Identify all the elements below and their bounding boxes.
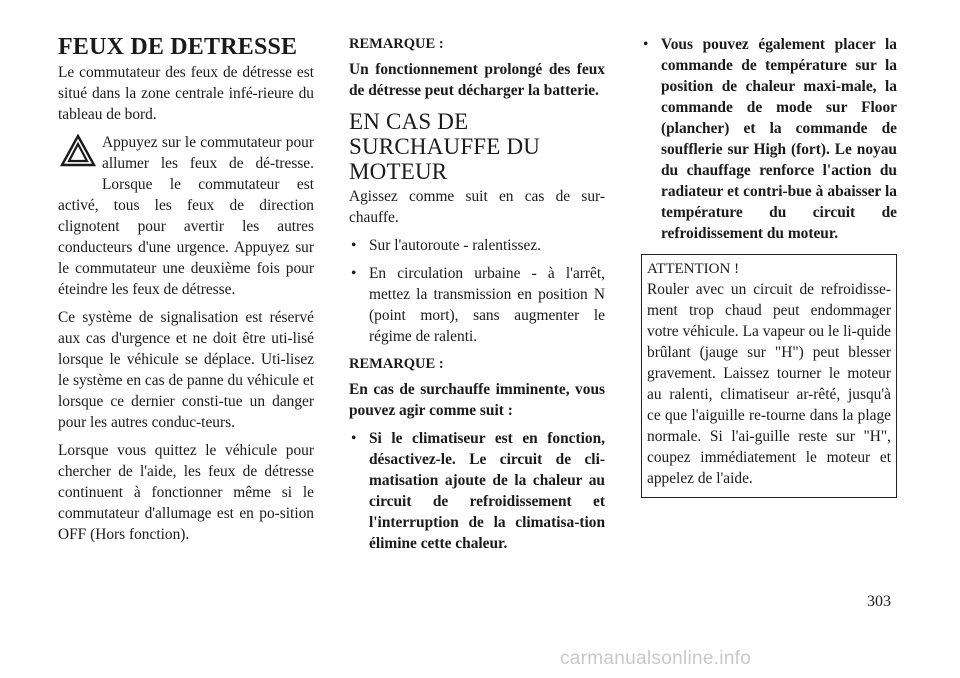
note-label: REMARQUE : [349,36,444,52]
column-middle [349,34,605,561]
attention-text: Rouler avec un circuit de refroidisse-ment trop chaud peut endommager votre véhicule. La vapeur ou le li-quide brûlant (jauge sur "H") peut blesser gravement. Laissez tourner le moteur au ralenti, climatiseur ar-rêté, jusqu'à ce que l'aiguille re-tourne dans la plage normale. Si l'ai-guille reste sur "H", coupez immédiatement le moteur et appelez de l'aide. [647,281,891,487]
note-battery: Un fonctionnement prolongé des feux de détresse peut décharger la batterie. [349,61,605,99]
imminent-overheat-list [349,428,605,554]
section-heading-overheat: EN CAS DE SURCHAUFFE DU MOTEUR [349,109,541,184]
hazard-warning-triangle-icon [58,134,102,176]
paragraph-hazard-instructions: Appuyez sur le commutateur pour allumer les feux de dé-tresse. Lorsque le commutateur est activé, tous les feux de direction clignotent pour avertir les autres conducteurs d'une urgence. Appuyez sur le commutateur une deuxième fois pour éteindre les feux de détresse. [58,134,314,298]
note-label: REMARQUE : [349,356,444,372]
imminent-overheat-list-continued [641,34,897,244]
paragraph-ignition-off: Lorsque vous quittez le véhicule pour chercher de l'aide, les feux de détresse continuent à fonctionner même si le commutateur d'allumage est en po-sition OFF (Hors fonction). [58,442,314,543]
watermark: carmanualsonline.info [560,648,752,669]
page-number: 303 [867,593,891,610]
attention-box [641,254,897,498]
paragraph-switch-location: Le commutateur des feux de détresse est situé dans la zone centrale infé-rieure du tableau de bord. [58,64,314,123]
overheat-steps-list [349,235,605,347]
column-right [641,34,897,498]
note-imminent-overheat: En cas de surchauffe imminente, vous pouvez agir comme suit : [349,381,605,419]
list-item: • Si le climatiseur est en fonction, désactivez-le. Le circuit de cli-matisation ajoute de la chaleur au circuit de refroidissement et l'interruption de la climatisa-tion élimine cette chaleur. [351,430,605,552]
paragraph-overheat-intro: Agissez comme suit en cas de sur-chauffe. [349,188,605,226]
hazard-instruction-block [58,132,314,300]
attention-title: ATTENTION ! [647,261,740,277]
column-left [58,34,314,552]
list-item: • Vous pouvez également placer la commande de température sur la position de chaleur maxi-male, la commande de mode sur Floor (plancher) et la commande de soufflerie sur High (fort). Le noyau du chauffage renforce l'action du radiateur et contri-bue à abaisser la température du circuit de refroidissement du moteur. [643,36,897,242]
section-heading-hazard: FEUX DE DETRESSE [58,34,298,60]
list-item: • En circulation urbaine - à l'arrêt, mettez la transmission en position N (point mort), sans augmenter le régime de ralenti. [351,265,605,345]
list-item: • Sur l'autoroute - ralentissez. [351,237,542,254]
paragraph-emergency-use: Ce système de signalisation est réservé aux cas d'urgence et ne doit être uti-lisé lorsque le véhicule se déplace. Uti-lisez le système en cas de panne du véhicule et lorsque ce dernier consti-tue un danger pour les autres conduc-teurs. [58,309,314,431]
